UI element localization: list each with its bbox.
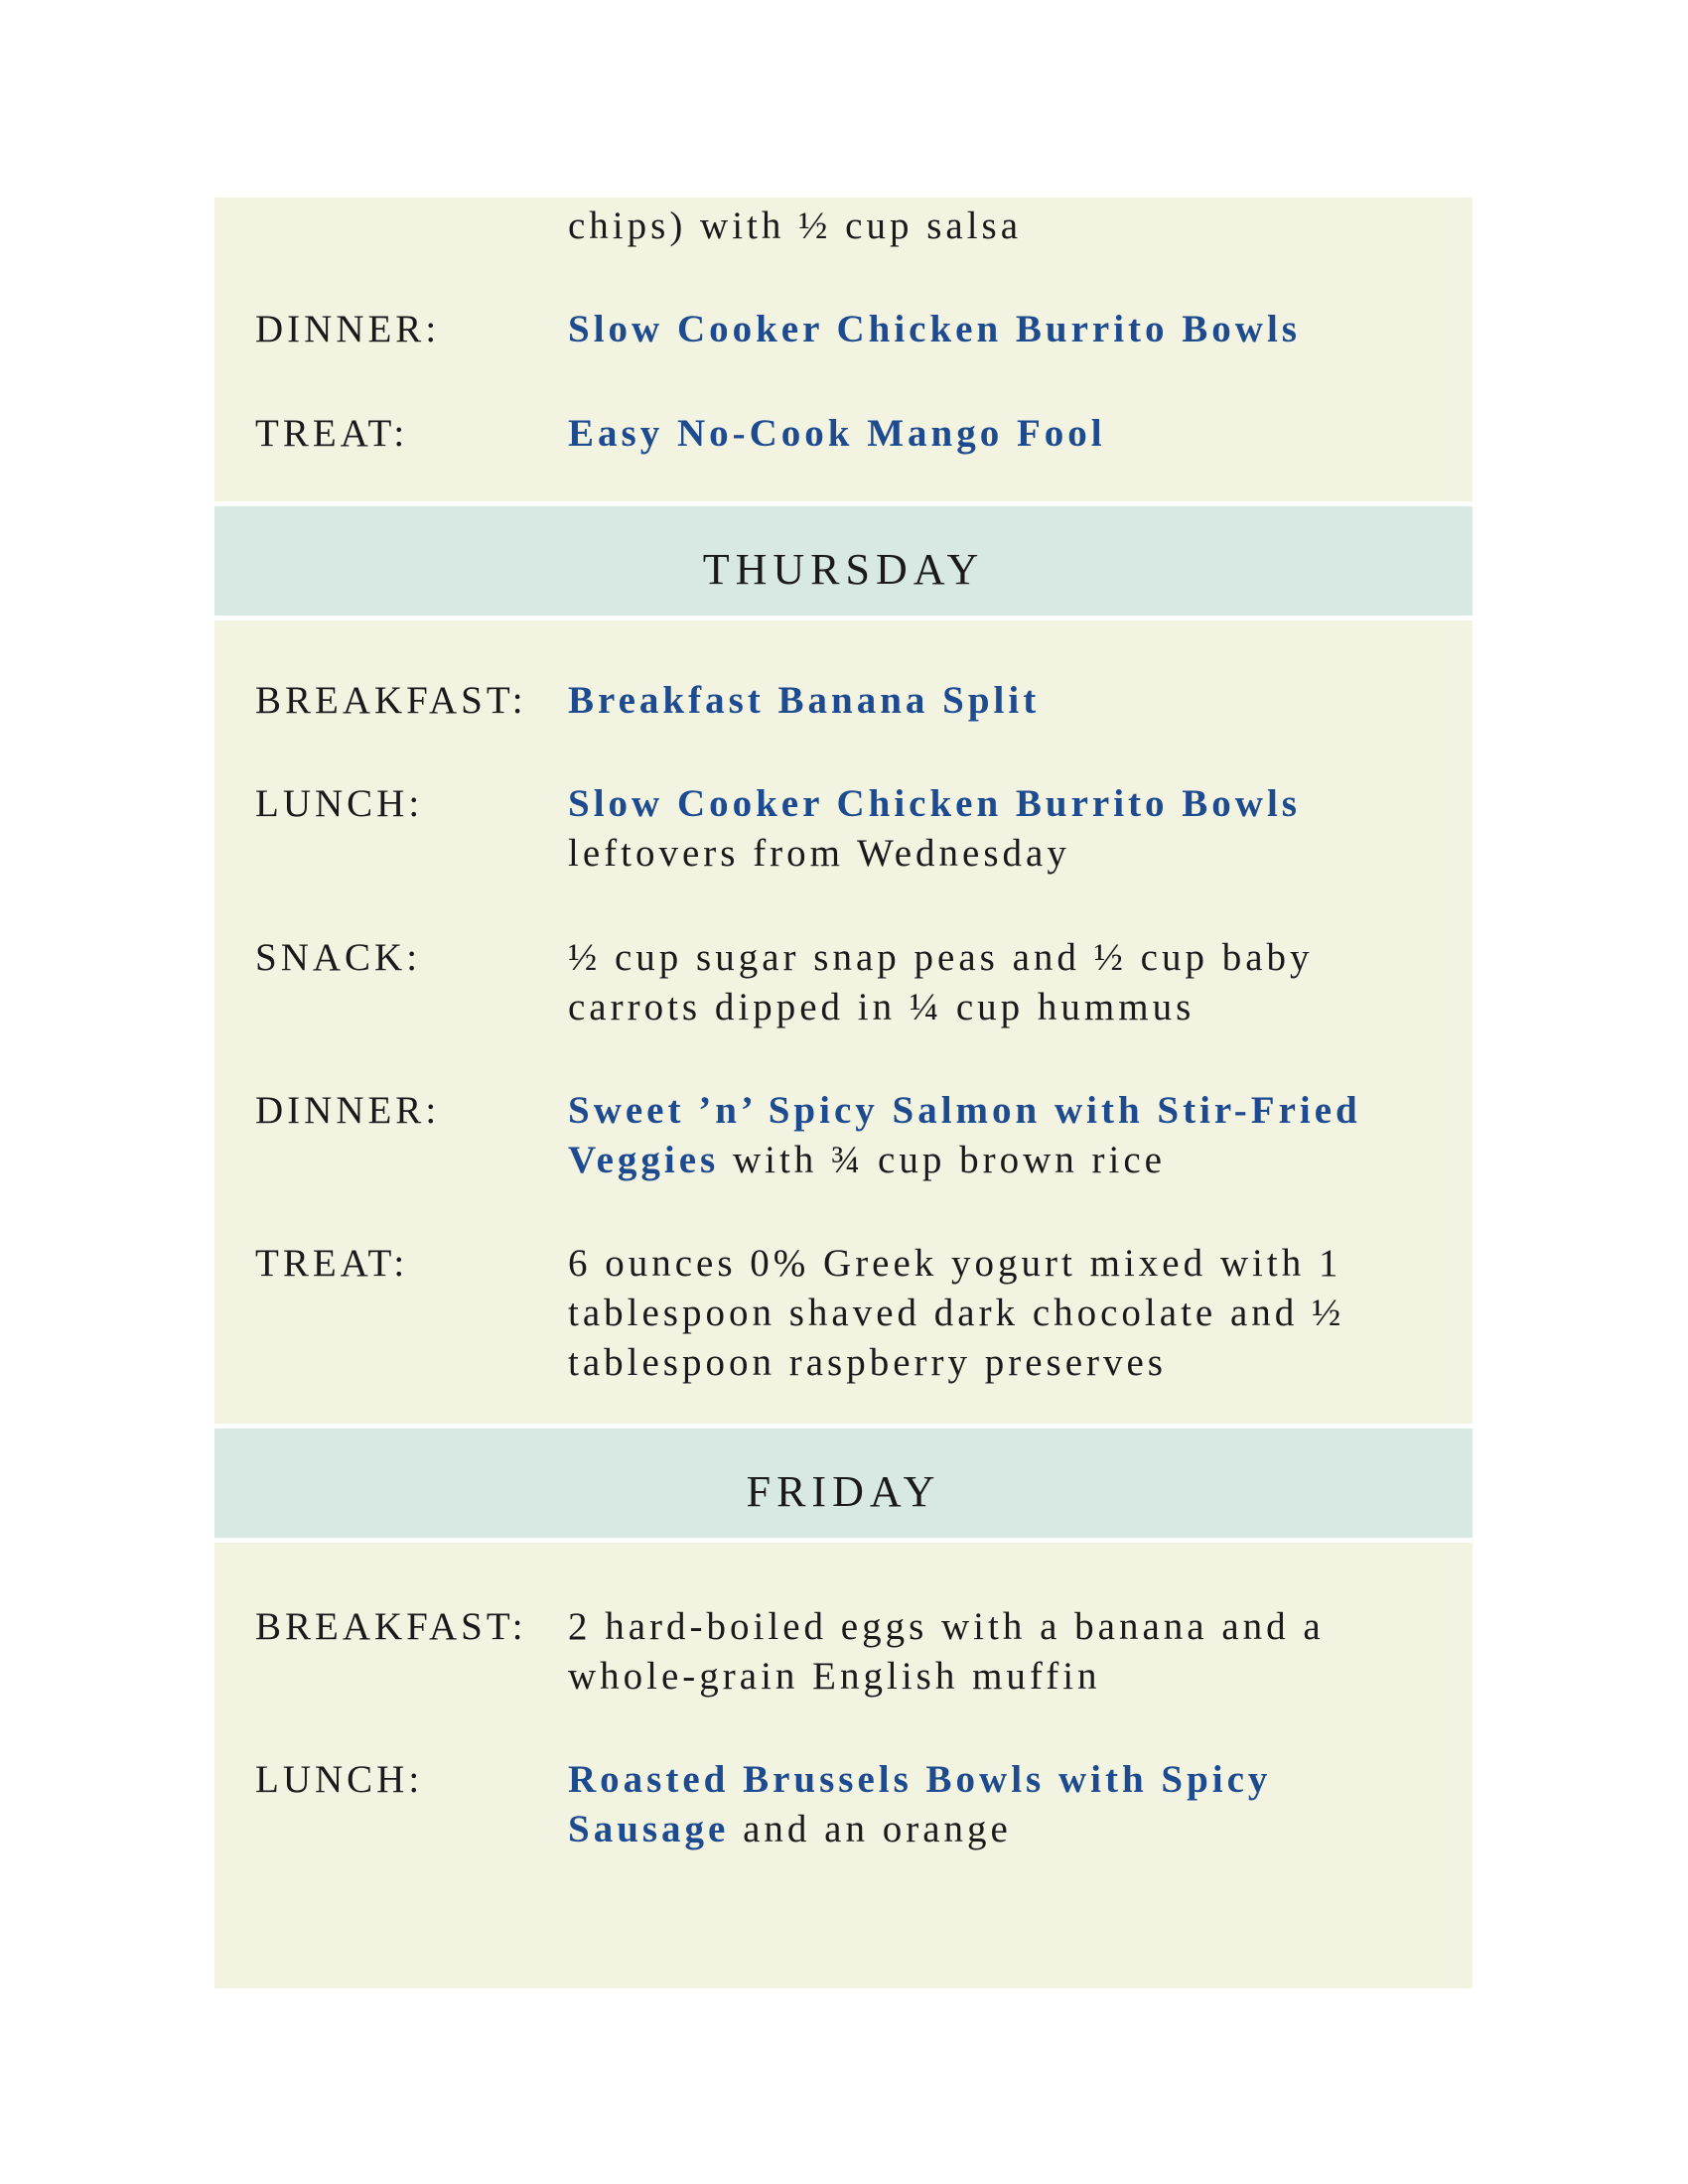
- meal-row: [214, 1755, 1473, 1854]
- thursday-meals-block: [214, 620, 1473, 1424]
- friday-meals-block: [214, 1543, 1473, 1988]
- recipe-link[interactable]: Breakfast Banana Split: [568, 679, 1041, 722]
- meal-plan-sheet: [214, 198, 1473, 1988]
- meal-text: chips) with ½ cup salsa: [568, 205, 1023, 247]
- meal-row: [214, 305, 1473, 354]
- meal-content: [568, 1755, 1442, 1854]
- day-header-thursday: THURSDAY: [214, 506, 1473, 615]
- recipe-link[interactable]: Slow Cooker Chicken Burrito Bowls: [568, 782, 1301, 825]
- meal-row: [214, 1239, 1473, 1388]
- meal-label: TREAT:: [255, 412, 409, 455]
- wednesday-continued-block: [214, 198, 1473, 501]
- meal-row: [214, 933, 1473, 1032]
- meal-content: [568, 1239, 1442, 1388]
- meal-row: [214, 409, 1473, 459]
- meal-label: TREAT:: [255, 1242, 409, 1285]
- day-header-friday: FRIDAY: [214, 1429, 1473, 1538]
- meal-row: [214, 1086, 1473, 1185]
- meal-label: DINNER:: [255, 308, 441, 350]
- meal-label: DINNER:: [255, 1089, 441, 1132]
- meal-label: BREAKFAST:: [255, 679, 527, 722]
- meal-content: [568, 1086, 1442, 1185]
- meal-content: [568, 202, 1442, 251]
- meal-text: and an orange: [729, 1808, 1012, 1850]
- meal-text: 2 hard-boiled eggs with a banana and a whole-grain English muffin: [568, 1605, 1325, 1698]
- recipe-link[interactable]: Easy No-Cook Mango Fool: [568, 412, 1106, 455]
- meal-text: ½ cup sugar snap peas and ½ cup baby carrots dipped in ¼ cup hummus: [568, 936, 1314, 1028]
- meal-row: [214, 1602, 1473, 1702]
- recipe-link[interactable]: Slow Cooker Chicken Burrito Bowls: [568, 308, 1301, 350]
- meal-content: [568, 409, 1442, 459]
- meal-content: [568, 305, 1442, 354]
- meal-label: LUNCH:: [255, 782, 424, 825]
- meal-label: SNACK:: [255, 936, 422, 979]
- meal-content: [568, 933, 1442, 1032]
- meal-text: leftovers from Wednesday: [568, 832, 1070, 875]
- meal-content: [568, 1602, 1442, 1702]
- meal-row: [214, 202, 1473, 251]
- meal-label: LUNCH:: [255, 1758, 424, 1801]
- meal-text: 6 ounces 0% Greek yogurt mixed with 1 tablespoon shaved dark chocolate and ½ tablespoon raspberry preserves: [568, 1242, 1345, 1384]
- recipe-link[interactable]: Roasted Brussels Bowls with Spicy Sausage: [568, 1758, 1272, 1850]
- meal-content: [568, 779, 1442, 879]
- meal-content: [568, 676, 1442, 726]
- meal-row: [214, 779, 1473, 879]
- meal-label: BREAKFAST:: [255, 1605, 527, 1648]
- recipe-link[interactable]: Sweet ’n’ Spicy Salmon with Stir-Fried Veggies: [568, 1089, 1361, 1181]
- meal-text: with ¾ cup brown rice: [719, 1139, 1166, 1181]
- meal-row: [214, 676, 1473, 726]
